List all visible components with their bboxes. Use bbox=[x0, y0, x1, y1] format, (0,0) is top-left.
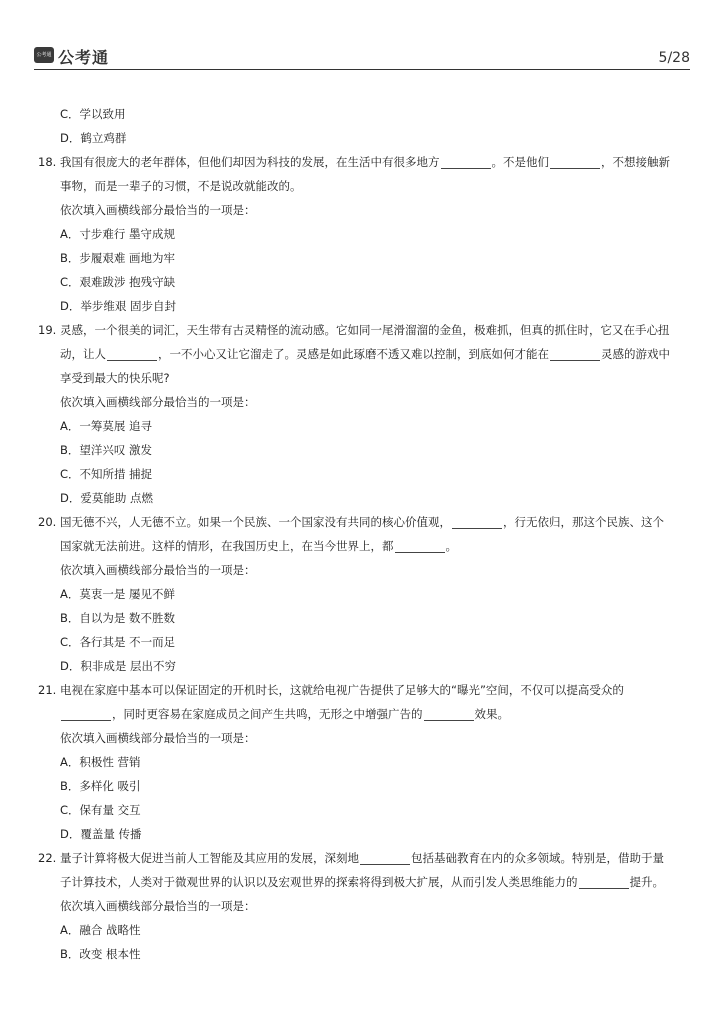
q20-option-c: C．各行其是 不一而足 bbox=[60, 635, 176, 649]
q18-option-c: C．艰难跋涉 抱残守缺 bbox=[60, 275, 176, 289]
stem-text: 灵感，一个很美的词汇，天生带有古灵精怪的流动感。它如同一尾滑溜溜的金鱼，极难抓，但真的抓住时，它又在手心扭 bbox=[60, 323, 670, 337]
q20-option-b: B．自以为是 数不胜数 bbox=[60, 611, 176, 625]
stem-text: 灵感的游戏中 bbox=[601, 347, 670, 361]
q19-stem-line-1 bbox=[38, 318, 688, 342]
q20-stem-line-2 bbox=[38, 534, 688, 558]
q21-option-b: B．多样化 吸引 bbox=[60, 779, 141, 793]
page-number: 5/28 bbox=[658, 50, 690, 66]
stem-text: 电视在家庭中基本可以保证固定的开机时长，这就给电视广告提供了足够大的“曝光”空间，不仅可以提高受众的 bbox=[60, 683, 624, 697]
blank-line bbox=[395, 539, 445, 553]
blank-line bbox=[61, 707, 111, 721]
blank-line bbox=[579, 875, 629, 889]
q19-stem-line-3: 享受到最大的快乐呢? bbox=[60, 371, 170, 385]
q19-option-c: C．不知所措 捕捉 bbox=[60, 467, 153, 481]
q17-option-d: D．鹤立鸡群 bbox=[60, 131, 127, 145]
question-number: 19. bbox=[38, 323, 57, 337]
blank-line bbox=[360, 851, 410, 865]
document-body bbox=[38, 102, 688, 966]
stem-text: 。 bbox=[445, 539, 457, 553]
q20-prompt: 依次填入画横线部分最恰当的一项是： bbox=[60, 563, 256, 577]
logo-icon: 公考通 bbox=[34, 47, 54, 63]
q22-stem-line-1 bbox=[38, 846, 688, 870]
stem-text: ，同时更容易在家庭成员之间产生共鸣，无形之中增强广告的 bbox=[112, 707, 423, 721]
q21-stem-line-1 bbox=[38, 678, 688, 702]
stem-text: 。不是他们 bbox=[491, 155, 549, 169]
q18-option-a: A．寸步难行 墨守成规 bbox=[60, 227, 176, 241]
blank-line bbox=[424, 707, 474, 721]
blank-line bbox=[452, 515, 502, 529]
q20-option-d: D．积非成是 层出不穷 bbox=[60, 659, 177, 673]
question-number: 18. bbox=[38, 155, 57, 169]
question-number: 22. bbox=[38, 851, 57, 865]
q18-option-d: D．举步维艰 固步自封 bbox=[60, 299, 177, 313]
q17-option-c: C．学以致用 bbox=[60, 107, 126, 121]
stem-text: 量子计算将极大促进当前人工智能及其应用的发展，深刻地 bbox=[60, 851, 359, 865]
stem-text: 包括基础教育在内的众多领域。特别是，借助于量 bbox=[411, 851, 664, 865]
q18-stem-line-1 bbox=[38, 150, 688, 174]
q21-option-c: C．保有量 交互 bbox=[60, 803, 141, 817]
stem-text: 动，让人 bbox=[60, 347, 106, 361]
q18-stem-line-2: 事物，而是一辈子的习惯，不是说改就能改的。 bbox=[60, 179, 302, 193]
q19-prompt: 依次填入画横线部分最恰当的一项是： bbox=[60, 395, 256, 409]
page-header bbox=[34, 42, 690, 70]
stem-text: ，一不小心又让它溜走了。灵感是如此琢磨不透又难以控制，到底如何才能在 bbox=[158, 347, 549, 361]
logo-text: 公考通 bbox=[58, 48, 110, 67]
question-number: 21. bbox=[38, 683, 57, 697]
stem-text: 国无德不兴，人无德不立。如果一个民族、一个国家没有共同的核心价值观， bbox=[60, 515, 451, 529]
stem-text: ，行无依归，那这个民族、这个 bbox=[503, 515, 664, 529]
question-number: 20. bbox=[38, 515, 57, 529]
q19-option-b: B．望洋兴叹 激发 bbox=[60, 443, 153, 457]
q18-option-b: B．步履艰难 画地为牢 bbox=[60, 251, 176, 265]
q21-stem-line-2 bbox=[38, 702, 688, 726]
blank-line bbox=[107, 347, 157, 361]
stem-text: 效果。 bbox=[474, 707, 509, 721]
blank-line bbox=[550, 155, 600, 169]
q19-option-a: A．一筹莫展 追寻 bbox=[60, 419, 153, 433]
stem-text: 国家就无法前进。这样的情形，在我国历史上，在当今世界上，都 bbox=[60, 539, 394, 553]
blank-line bbox=[550, 347, 600, 361]
blank-line bbox=[441, 155, 491, 169]
stem-text: 提升。 bbox=[629, 875, 664, 889]
q19-option-d: D．爱莫能助 点燃 bbox=[60, 491, 154, 505]
q21-option-a: A．积极性 营销 bbox=[60, 755, 141, 769]
q22-option-a: A．融合 战略性 bbox=[60, 923, 141, 937]
stem-text: ，不想接触新 bbox=[601, 155, 670, 169]
q20-stem-line-1 bbox=[38, 510, 688, 534]
q21-prompt: 依次填入画横线部分最恰当的一项是： bbox=[60, 731, 256, 745]
q22-prompt: 依次填入画横线部分最恰当的一项是： bbox=[60, 899, 256, 913]
q18-prompt: 依次填入画横线部分最恰当的一项是： bbox=[60, 203, 256, 217]
q22-option-b: B．改变 根本性 bbox=[60, 947, 141, 961]
q19-stem-line-2 bbox=[38, 342, 688, 366]
q20-option-a: A．莫衷一是 屡见不鲜 bbox=[60, 587, 176, 601]
q21-option-d: D．覆盖量 传播 bbox=[60, 827, 142, 841]
stem-text: 我国有很庞大的老年群体，但他们却因为科技的发展，在生活中有很多地方 bbox=[60, 155, 440, 169]
q22-stem-line-2 bbox=[38, 870, 688, 894]
stem-text: 子计算技术，人类对于微观世界的认识以及宏观世界的探索将得到极大扩展，从而引发人类思维能力的 bbox=[60, 875, 578, 889]
